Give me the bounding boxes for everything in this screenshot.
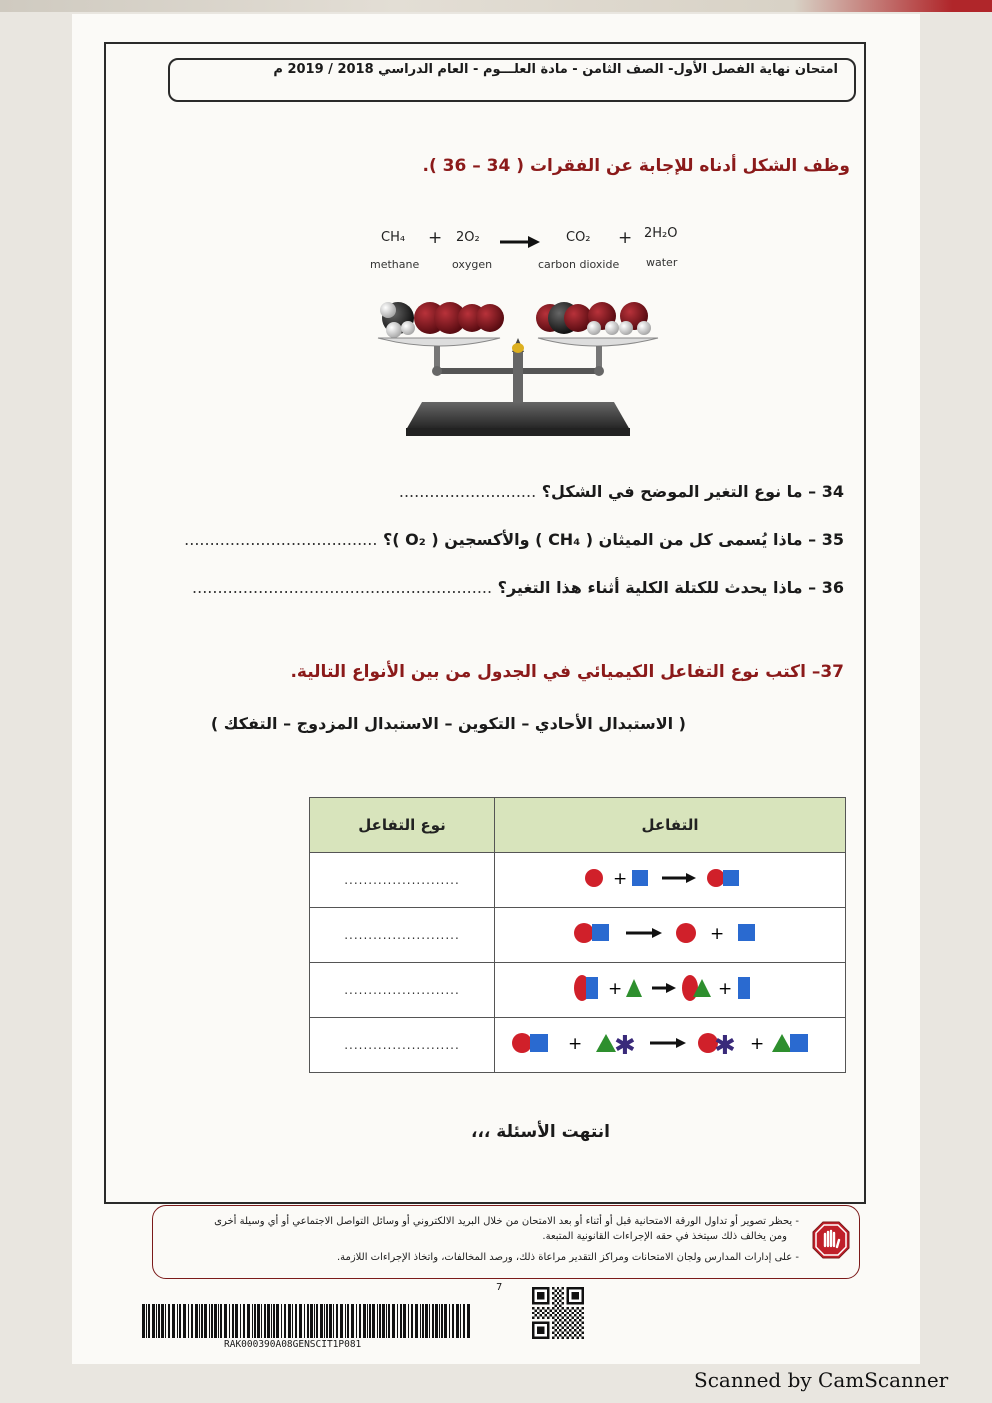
answer-cell[interactable]: ........................ xyxy=(310,908,495,963)
water-label: water xyxy=(646,256,678,269)
synthesis-reaction-diagram xyxy=(580,865,760,891)
svg-text:+: + xyxy=(568,1034,583,1054)
carbon-dioxide-molecule xyxy=(536,302,592,334)
decomposition-reaction-diagram xyxy=(570,920,770,946)
answer-line[interactable]: ........................................................... xyxy=(192,578,493,597)
co2-label: carbon dioxide xyxy=(538,258,620,271)
svg-text:✱: ✱ xyxy=(714,1031,736,1057)
intro-instruction: وظف الشكل أدناه للإجابة عن الفقرات ( 34 – 36 ). xyxy=(422,156,850,176)
question-34 xyxy=(399,482,844,501)
methane-label: methane xyxy=(370,258,420,271)
svg-text:+: + xyxy=(613,869,628,889)
single-replacement-reaction-diagram xyxy=(570,973,770,1003)
answer-line[interactable]: ...................................... xyxy=(184,530,378,549)
question-34-text: 34 – ما نوع التغير الموضح في الشكل؟ xyxy=(541,482,844,501)
water-molecules xyxy=(587,302,651,335)
barcode-number: RAK000390A08GENSCIT1P081 xyxy=(224,1339,362,1350)
exam-header xyxy=(168,58,856,102)
oxygen-label: oxygen xyxy=(452,258,493,271)
table-row xyxy=(310,963,846,1018)
arrow-icon xyxy=(652,928,662,938)
water-formula: 2H₂O xyxy=(644,226,678,241)
answer-line[interactable]: ........................... xyxy=(398,482,537,501)
column-header-reaction: التفاعل xyxy=(495,798,846,853)
reaction-cell xyxy=(495,1018,846,1073)
reaction-cell xyxy=(495,963,846,1018)
svg-text:+: + xyxy=(608,979,623,999)
methane-formula: CH₄ xyxy=(381,230,406,245)
question-36-text: 36 – ماذا يحدث للكتلة الكلية أثناء هذا التغير؟ xyxy=(497,578,844,597)
oxygen-formula: 2O₂ xyxy=(456,230,480,245)
red-circle-icon xyxy=(585,869,603,887)
svg-text:+: + xyxy=(710,924,725,944)
plus-sign: + xyxy=(428,228,443,248)
question-35-text: 35 – ماذا يُسمى كل من الميثان ( CH₄ ) والأكسجين ( O₂ )؟ xyxy=(382,530,844,549)
co2-formula: CO₂ xyxy=(566,230,591,245)
arrow-icon xyxy=(686,873,696,883)
answer-cell[interactable]: ........................ xyxy=(310,963,495,1018)
svg-text:+: + xyxy=(718,979,733,999)
question-37: 37– اكتب نوع التفاعل الكيميائي في الجدول من بين الأنواع التالية. xyxy=(290,662,844,682)
plus-sign: + xyxy=(618,228,633,248)
answer-cell[interactable]: ........................ xyxy=(310,1018,495,1073)
header-title: امتحان نهاية الفصل الأول- الصف الثامن - مادة العلـــوم - العام الدراسي 2018 / 2019 م xyxy=(273,62,838,77)
reaction-cell xyxy=(495,853,846,908)
warning-line-2: ومن يخالف ذلك سيتخذ في حقه الإجراءات القانونية المتبعة. xyxy=(542,1231,787,1242)
table-row xyxy=(310,908,846,963)
warning-notice xyxy=(152,1205,860,1279)
reaction-arrow-icon xyxy=(500,236,540,248)
asterisk-icon: ✱ xyxy=(614,1031,636,1057)
table-row xyxy=(310,1018,846,1073)
stop-hand-icon xyxy=(811,1220,851,1260)
warning-line-1: - يحظر تصوير أو تداول الورقة الامتحانية قبل أو أثناء أو بعد الامتحان من خلال البريد الالكتروني أو وسائل التواصل الاجتماعي أو أي وسيلة أخرى xyxy=(214,1216,799,1227)
double-replacement-reaction-diagram xyxy=(510,1029,830,1057)
reaction-table xyxy=(309,797,846,1073)
end-of-questions: انتهت الأسئلة ،،، xyxy=(471,1122,610,1142)
scanner-watermark: Scanned by CamScanner xyxy=(694,1368,949,1392)
question-35 xyxy=(184,530,844,549)
answer-cell[interactable]: ........................ xyxy=(310,853,495,908)
barcode-icon xyxy=(142,1304,474,1340)
oxygen-molecules xyxy=(414,302,504,334)
green-triangle-icon xyxy=(626,979,642,997)
column-header-type: نوع التفاعل xyxy=(310,798,495,853)
reaction-type-options: ( الاستبدال الأحادي – التكوين – الاستبدال المزدوج – التفكك ) xyxy=(210,714,686,733)
page-number: 7 xyxy=(496,1282,503,1293)
warning-line-3: - على إدارات المدارس ولجان الامتحانات ومراكز التقدير مراعاة ذلك، ورصد المخالفات، واتخاذ الإجراءات اللازمة. xyxy=(336,1252,799,1263)
blue-square-icon xyxy=(632,870,648,886)
question-36 xyxy=(192,578,844,597)
reaction-cell xyxy=(495,908,846,963)
arrow-icon xyxy=(676,1038,686,1048)
chemical-equation xyxy=(370,226,696,276)
svg-text:+: + xyxy=(750,1034,765,1054)
table-row xyxy=(310,853,846,908)
arrow-icon xyxy=(666,983,676,993)
qr-code-icon xyxy=(532,1287,584,1339)
scan-top-edge xyxy=(0,0,992,12)
balance-scale-illustration xyxy=(372,282,672,442)
methane-molecule xyxy=(380,302,415,338)
